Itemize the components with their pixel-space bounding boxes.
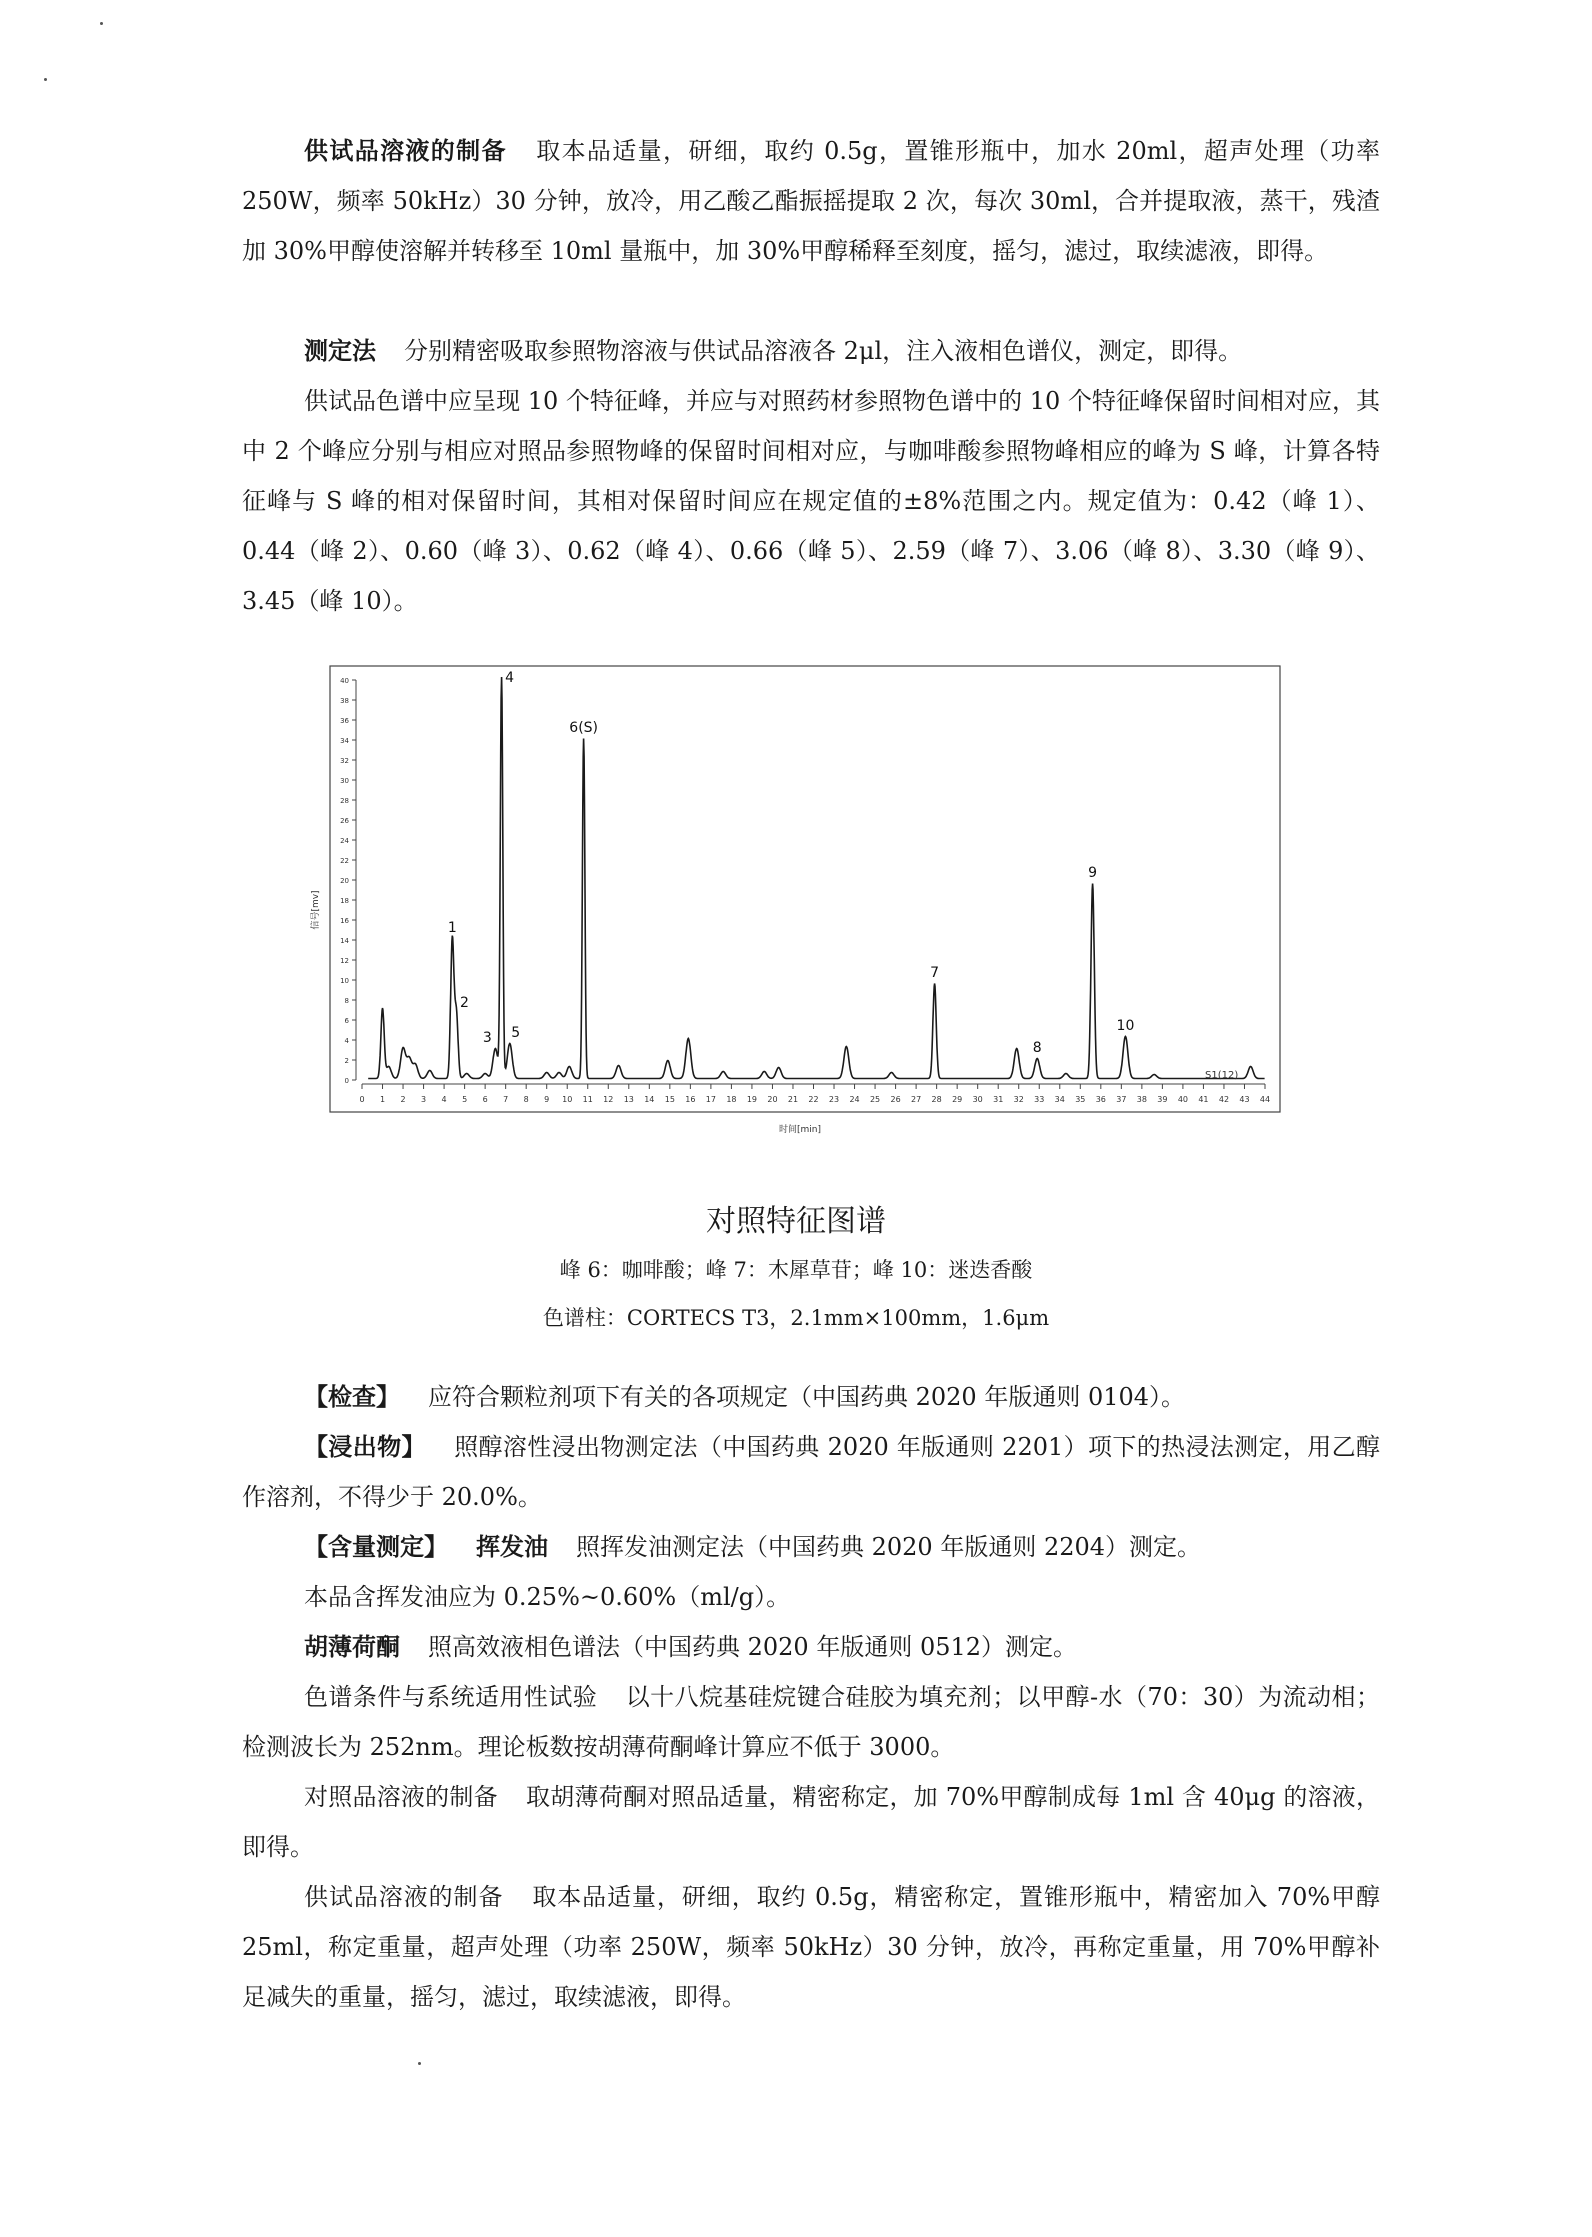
assay-paragraph: [304, 1522, 1380, 1572]
y-tick-label: 18: [340, 897, 349, 905]
x-tick-label: 42: [1218, 1095, 1230, 1104]
figure-caption-column: 色谱柱：CORTECS T3，2.1mm×100mm，1.6μm: [542, 1306, 1050, 1330]
sample-solution-text: 取本品适量，研细，取约 0.5g，置锥形瓶中，加水 20ml，超声处理（功率 250W，频率 50kHz）30 分钟，放冷，用乙酸乙酯振摇提取 2 次，每次 30ml，合并提取液，蒸干，残渣加 30%甲醇使溶解并转移至 10ml 量瓶中，加 30%甲醇稀释至刻度，摇匀，滤过，取续滤液，即得。: [242, 137, 1381, 265]
requirement-text: 供试品色谱中应呈现 10 个特征峰，并应与对照药材参照物色谱中的 10 个特征峰保留时间相对应，其中 2 个峰应分别与相应对照品参照物峰的保留时间相对应，与咖啡酸参照物峰相应的峰为 S 峰，计算各特征峰与 S 峰的相对保留时间，其相对保留时间应在规定值的±8%范围之内。规定值为：0.42（峰 1）、0.44（峰 2）、0.60（峰 3）、0.62（峰 4）、0.66（峰 5）、2.59（峰 7）、3.06（峰 8）、3.30（峰 9）、3.45（峰 10）。: [242, 387, 1380, 615]
peak-label: 4: [505, 670, 515, 686]
x-tick-label: 1: [379, 1095, 386, 1104]
y-tick-label: 8: [344, 997, 349, 1005]
conditions-text: 以十八烷基硅烷键合硅胶为填充剂；以甲醇-水（70：30）为流动相；检测波长为 252nm。理论板数按胡薄荷酮峰计算应不低于 3000。: [242, 1683, 1380, 1761]
x-tick-label: 27: [911, 1095, 922, 1104]
x-tick-label: 16: [685, 1095, 696, 1104]
x-tick-label: 21: [787, 1095, 799, 1104]
method-heading: 测定法: [304, 337, 376, 365]
y-tick-label: 26: [340, 817, 349, 825]
x-tick-label: 25: [869, 1095, 881, 1104]
x-tick-label: 2: [400, 1095, 406, 1104]
x-tick-label: 33: [1034, 1095, 1045, 1104]
conditions-paragraph: [242, 1672, 1380, 1772]
y-tick-label: 30: [340, 777, 349, 785]
extract-paragraph: [242, 1422, 1380, 1522]
chromatogram-chart: [300, 660, 1300, 1160]
x-tick-label: 30: [972, 1095, 983, 1104]
reference-text: 取胡薄荷酮对照品适量，精密称定，加 70%甲醇制成每 1ml 含 40μg 的溶液，即得。: [242, 1783, 1381, 1861]
figure-title: 对照特征图谱: [706, 1204, 886, 1239]
x-tick-label: 39: [1157, 1095, 1168, 1104]
x-tick-label: 5: [462, 1095, 468, 1104]
method-paragraph: [242, 326, 1380, 376]
chart-ticks: [340, 677, 1270, 1104]
y-tick-label: 22: [340, 857, 349, 865]
peak-label: 6(S): [569, 720, 599, 736]
x-tick-label: 32: [1013, 1095, 1024, 1104]
x-tick-label: 19: [746, 1095, 758, 1104]
check-heading: 【检查】: [304, 1383, 400, 1411]
y-tick-label: 38: [340, 697, 349, 705]
check-paragraph: [304, 1372, 1380, 1422]
pulegone-text: 照高效液相色谱法（中国药典 2020 年版通则 0512）测定。: [428, 1633, 1078, 1661]
scan-speck: [418, 2062, 421, 2065]
x-axis-label: 时间[min]: [779, 1125, 821, 1135]
x-tick-label: 9: [544, 1095, 550, 1104]
y-tick-label: 14: [340, 937, 349, 945]
x-tick-label: 36: [1095, 1095, 1106, 1104]
pulegone-paragraph: [304, 1622, 1380, 1672]
x-tick-label: 24: [849, 1095, 860, 1104]
y-tick-label: 2: [344, 1057, 349, 1065]
x-tick-label: 20: [767, 1095, 778, 1104]
x-tick-label: 44: [1259, 1095, 1271, 1104]
x-tick-label: 31: [993, 1095, 1004, 1104]
figure-caption-peaks: 峰 6：咖啡酸；峰 7：木犀草苷；峰 10：迷迭香酸: [559, 1258, 1033, 1282]
chart-axes: [330, 666, 1280, 1112]
x-tick-label: 6: [482, 1095, 488, 1104]
x-tick-label: 26: [890, 1095, 901, 1104]
x-tick-label: 28: [931, 1095, 942, 1104]
requirement-paragraph: [242, 376, 1380, 626]
conditions-label: 色谱条件与系统适用性试验: [304, 1683, 598, 1711]
y-tick-label: 24: [340, 837, 349, 845]
x-tick-label: 14: [644, 1095, 655, 1104]
x-tick-label: 29: [952, 1095, 963, 1104]
y-tick-label: 6: [344, 1017, 349, 1025]
y-axis-label: 信号[mv]: [311, 890, 321, 930]
x-tick-label: 40: [1177, 1095, 1189, 1104]
x-tick-label: 13: [623, 1095, 634, 1104]
x-tick-label: 0: [359, 1095, 365, 1104]
y-tick-label: 28: [340, 797, 349, 805]
y-tick-label: 0: [344, 1077, 349, 1085]
scan-speck: [44, 78, 47, 81]
reference-paragraph: [242, 1772, 1380, 1872]
x-tick-label: 7: [503, 1095, 509, 1104]
x-tick-label: 38: [1136, 1095, 1147, 1104]
peak-label: 8: [1032, 1040, 1042, 1056]
sample-solution-heading: 供试品溶液的制备: [304, 137, 507, 165]
sample-label: 供试品溶液的制备: [304, 1883, 504, 1911]
x-tick-label: 18: [726, 1095, 737, 1104]
chart-frame: [330, 666, 1280, 1112]
y-tick-label: 20: [340, 877, 349, 885]
x-tick-label: 34: [1054, 1095, 1065, 1104]
peak-label: 3: [482, 1030, 492, 1046]
peak-label: 10: [1116, 1018, 1135, 1034]
y-tick-label: 10: [340, 977, 349, 985]
peak-label: 5: [511, 1025, 521, 1041]
extract-text: 照醇溶性浸出物测定法（中国药典 2020 年版通则 2201）项下的热浸法测定，用乙醇作溶剂，不得少于 20.0%。: [242, 1433, 1380, 1511]
x-tick-label: 3: [421, 1095, 427, 1104]
peak-label: 1: [447, 920, 457, 936]
sample-text: 取本品适量，研细，取约 0.5g，精密称定，置锥形瓶中，精密加入 70%甲醇 25ml，称定重量，超声处理（功率 250W，频率 50kHz）30 分钟，放冷，再称定重量，用 70%甲醇补足减失的重量，摇匀，滤过，取续滤液，即得。: [242, 1883, 1380, 2011]
x-tick-label: 35: [1075, 1095, 1086, 1104]
y-tick-label: 4: [344, 1037, 349, 1045]
y-tick-label: 16: [340, 917, 349, 925]
y-tick-label: 36: [340, 717, 349, 725]
x-tick-label: 4: [441, 1095, 447, 1104]
y-tick-label: 40: [340, 677, 349, 685]
x-tick-label: 41: [1198, 1095, 1209, 1104]
x-tick-label: 11: [582, 1095, 593, 1104]
sample-solution-paragraph: [242, 126, 1380, 276]
method-text: 分别精密吸取参照物溶液与供试品溶液各 2μl，注入液相色谱仪，测定，即得。: [404, 337, 1243, 365]
peak-label: 9: [1088, 865, 1098, 881]
x-tick-label: 43: [1239, 1095, 1250, 1104]
y-tick-label: 12: [340, 957, 349, 965]
x-tick-label: 17: [705, 1095, 716, 1104]
x-tick-label: 10: [562, 1095, 573, 1104]
assay-text: 照挥发油测定法（中国药典 2020 年版通则 2204）测定。: [576, 1533, 1202, 1561]
assay-heading: 【含量测定】: [304, 1533, 448, 1561]
x-tick-label: 37: [1116, 1095, 1127, 1104]
y-tick-label: 32: [340, 757, 349, 765]
sample-paragraph: [242, 1872, 1380, 2022]
pulegone-heading: 胡薄荷酮: [304, 1633, 400, 1661]
reference-label: 对照品溶液的制备: [304, 1783, 498, 1811]
x-tick-label: 8: [523, 1095, 529, 1104]
check-text: 应符合颗粒剂项下有关的各项规定（中国药典 2020 年版通则 0104）。: [428, 1383, 1186, 1411]
trace-label: S1(12): [1205, 1070, 1239, 1081]
volatile-oil-heading: 挥发油: [476, 1533, 548, 1561]
x-tick-label: 15: [664, 1095, 675, 1104]
x-tick-label: 23: [828, 1095, 840, 1104]
x-tick-label: 12: [603, 1095, 614, 1104]
peak-label: 2: [459, 995, 469, 1011]
peak-label: 7: [930, 965, 940, 981]
scan-speck: [100, 22, 103, 25]
y-tick-label: 34: [340, 737, 349, 745]
x-tick-label: 22: [808, 1095, 819, 1104]
volatile-oil-content: 本品含挥发油应为 0.25%~0.60%（ml/g）。: [304, 1583, 791, 1611]
peak-labels: [448, 670, 1135, 1056]
extract-heading: 【浸出物】: [304, 1433, 426, 1461]
